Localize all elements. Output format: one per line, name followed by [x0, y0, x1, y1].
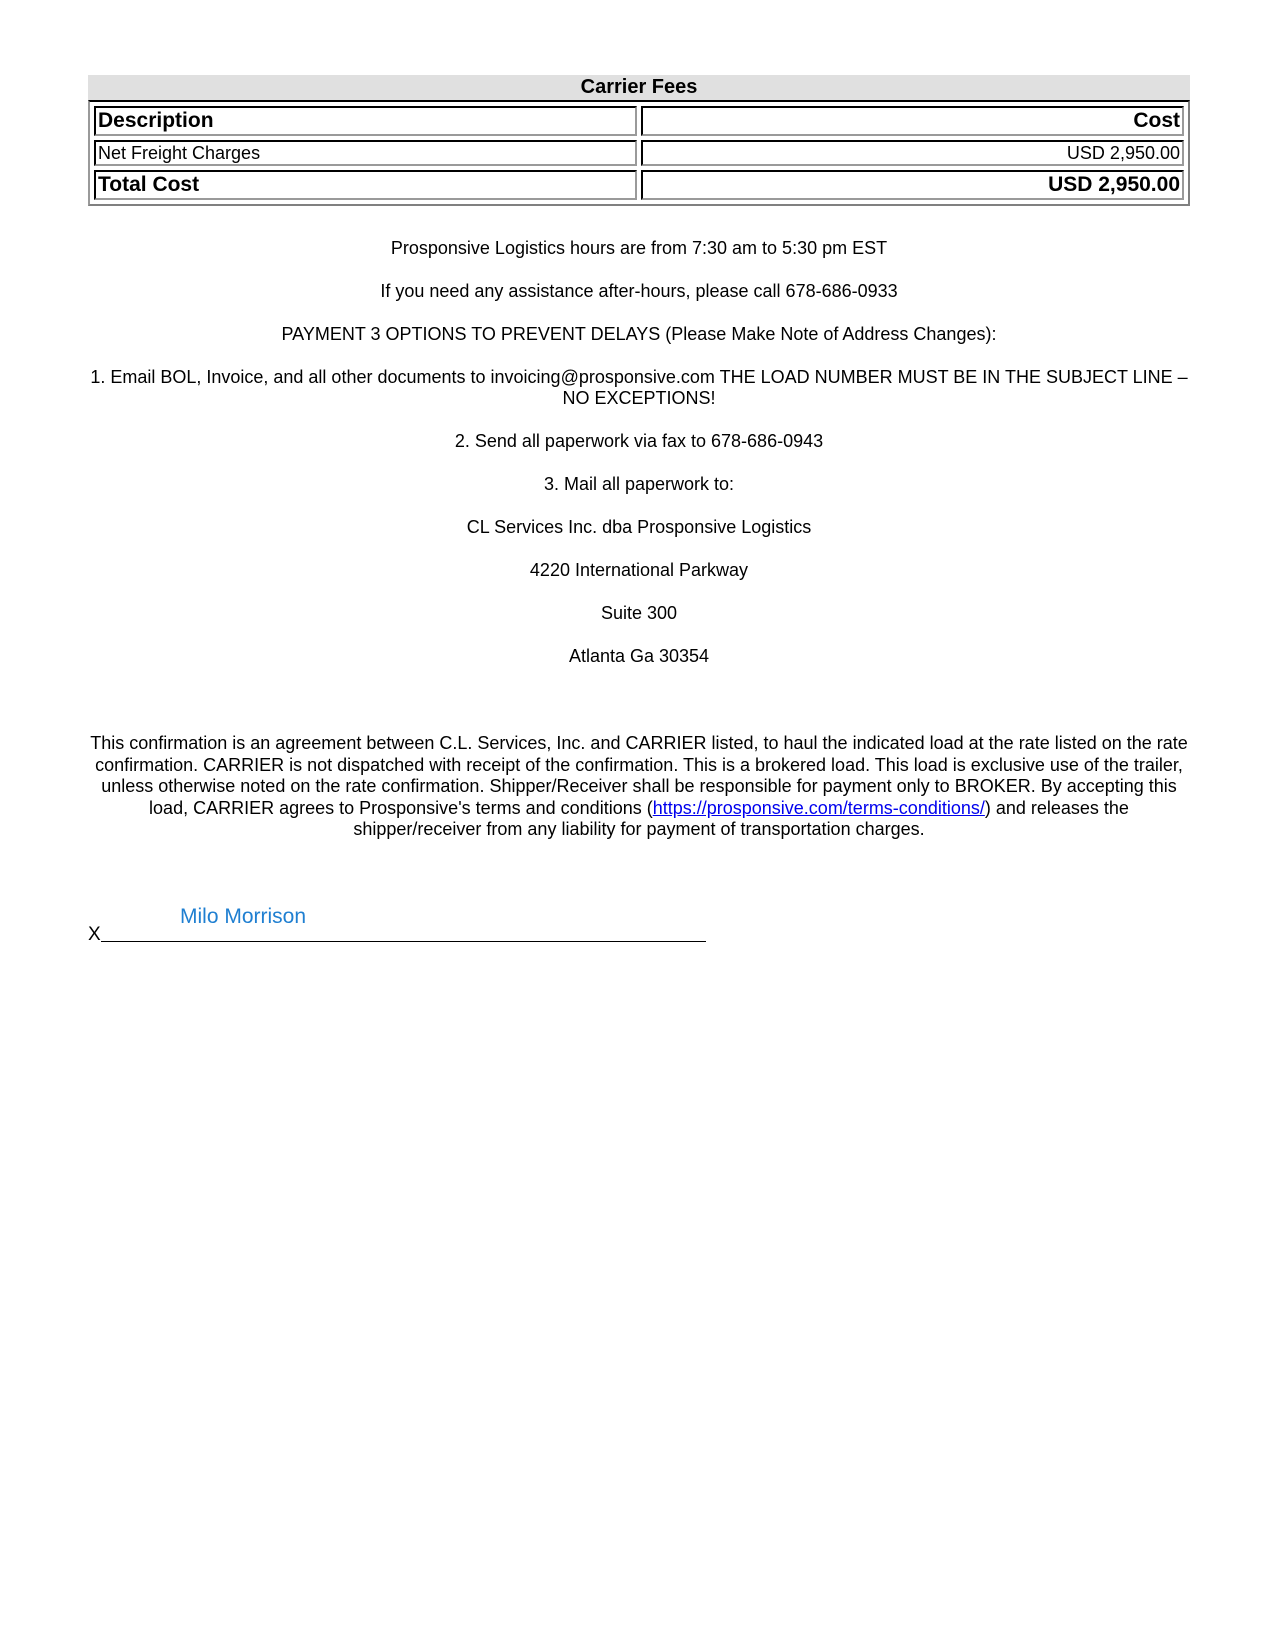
fee-description: Net Freight Charges	[94, 140, 637, 166]
carrier-fees-table	[88, 100, 1190, 206]
agreement-text-after: ) and releases the shipper/receiver from any liability for payment of transportation charges.	[353, 797, 1129, 839]
cost-header: Cost	[641, 106, 1184, 136]
payment-option-email: 1. Email BOL, Invoice, and all other documents to invoicing@prosponsive.com THE LOAD NUMBER MUST BE IN THE SUBJECT LINE – NO EXCEPTIONS!	[90, 367, 1188, 408]
after-hours-contact: If you need any assistance after-hours, please call 678-686-0933	[380, 281, 898, 301]
carrier-fees-section	[88, 75, 1190, 206]
agreement-text-before: This confirmation is an agreement between C.L. Services, Inc. and CARRIER listed, to haul the indicated load at the rate listed on the rate confirmation. CARRIER is not dispatched with receipt of the confirmation. This is a brokered load. This load is exclusive use of the trailer, unless otherwise noted on the rate confirmation. Shipper/Receiver shall be responsible for payment only to BROKER. By accepting this load, CARRIER agrees to Prosponsive's terms and conditions (	[90, 733, 1188, 818]
mail-address-company: CL Services Inc. dba Prosponsive Logistics	[466, 517, 812, 537]
business-hours: Prosponsive Logistics hours are from 7:30 am to 5:30 pm EST	[390, 238, 888, 258]
description-header: Description	[94, 106, 637, 136]
signature-mark: X	[88, 924, 101, 945]
table-header-row	[94, 106, 1184, 136]
mail-address-suite: Suite 300	[600, 603, 678, 623]
total-row	[94, 170, 1184, 200]
payment-option-fax: 2. Send all paperwork via fax to 678-686-0943	[454, 431, 824, 451]
mail-address-street: 4220 International Parkway	[529, 560, 749, 580]
mail-address-city: Atlanta Ga 30354	[568, 646, 710, 666]
signature-block	[88, 905, 708, 945]
payment-options-heading: PAYMENT 3 OPTIONS TO PREVENT DELAYS (Please Make Note of Address Changes):	[281, 324, 997, 344]
fee-cost: USD 2,950.00	[641, 140, 1184, 166]
agreement-paragraph	[88, 733, 1190, 841]
total-cost: USD 2,950.00	[641, 170, 1184, 200]
signer-name: Milo Morrison	[180, 905, 307, 928]
carrier-fees-title: Carrier Fees	[88, 75, 1190, 100]
payment-info-section	[88, 238, 1190, 689]
total-label: Total Cost	[94, 170, 637, 200]
table-row	[94, 140, 1184, 166]
terms-conditions-link[interactable]: https://prosponsive.com/terms-conditions/	[652, 797, 985, 818]
payment-option-mail: 3. Mail all paperwork to:	[543, 474, 735, 494]
signature-line	[101, 941, 706, 942]
